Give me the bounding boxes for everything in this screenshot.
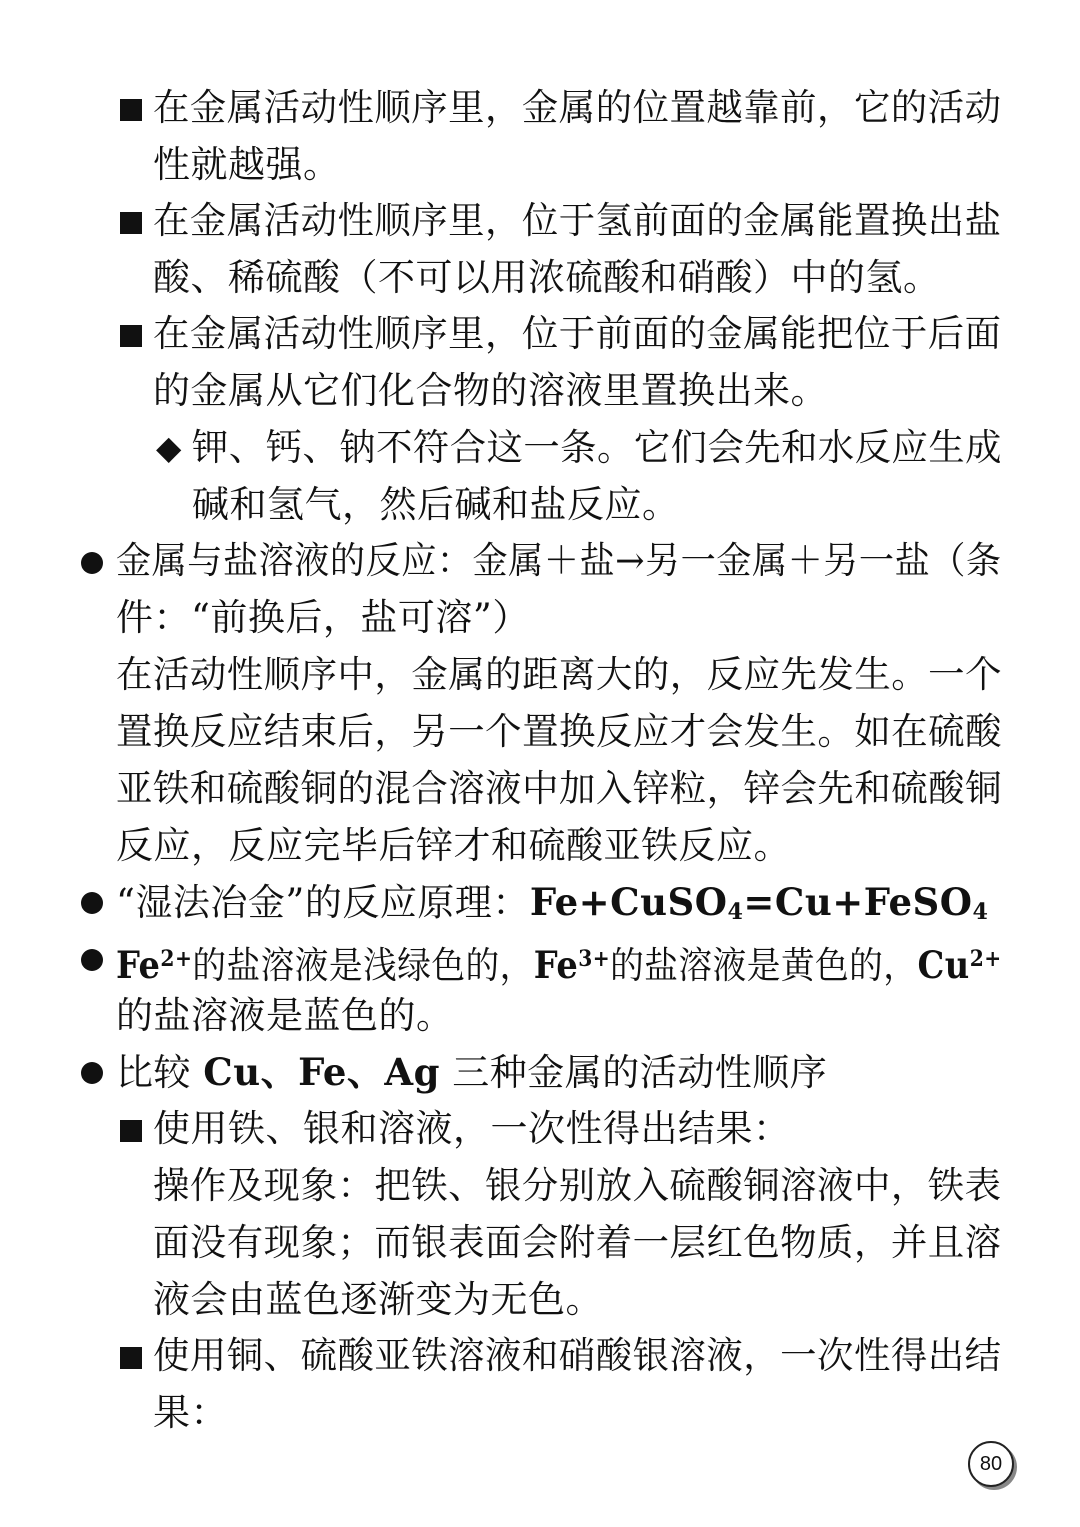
- method1-line2: 面没有现象；而银表面会附着一层红色物质，并且溶: [153, 1221, 1002, 1264]
- fe2-base: Fe: [116, 943, 161, 987]
- compare-suffix: 三种金属的活动性顺序: [439, 1051, 828, 1094]
- method1-line3: 液会由蓝色逐渐变为无色。: [153, 1278, 603, 1321]
- wet-metallurgy-label: “湿法冶金”的反应原理：: [116, 881, 530, 924]
- fe3-base: Fe: [533, 943, 579, 987]
- rule2-line2: 酸、稀硫酸（不可以用浓硫酸和硝酸）中的氢。: [153, 256, 941, 299]
- black-square-icon: [120, 1120, 142, 1142]
- fe3-text: 的盐溶液是黄色的，: [610, 944, 918, 987]
- salt-reaction-para-line2: 置换反应结束后，另一个置换反应才会发生。如在硫酸: [116, 710, 1002, 753]
- black-dot-icon: [81, 892, 103, 914]
- rule1-line1: 在金属活动性顺序里，金属的位置越靠前，它的活动: [153, 86, 1002, 129]
- method2-line2: 果：: [153, 1391, 228, 1434]
- cu-base: Cu: [917, 943, 970, 987]
- salt-reaction-para-line1: 在活动性顺序中，金属的距离大的，反应先发生。一个: [116, 653, 1002, 696]
- fe3-ion: [534, 943, 610, 987]
- fe3-charge: 3+: [578, 946, 611, 972]
- method1-title: 使用铁、银和溶液，一次性得出结果：: [153, 1107, 791, 1150]
- black-square-icon: [120, 212, 142, 234]
- compare-title: [116, 1044, 827, 1100]
- note-line2: 碱和氢气，然后碱和盐反应。: [192, 483, 680, 526]
- salt-reaction-line1: 金属与盐溶液的反应：金属＋盐→另一金属＋另一盐（条: [116, 539, 1002, 582]
- cu-charge: 2+: [969, 946, 1002, 972]
- fe2-ion: [116, 943, 192, 987]
- equation-sub2: 4: [972, 899, 989, 925]
- black-dot-icon: [81, 949, 103, 971]
- ion-colors-line2: 的盐溶液是蓝色的。: [116, 994, 454, 1037]
- fe2-charge: 2+: [160, 946, 193, 972]
- reaction-equation: [530, 880, 989, 924]
- cu-ion: [917, 943, 1001, 987]
- equation-part2: =Cu+FeSO: [743, 880, 973, 924]
- equation-sub1: 4: [727, 899, 744, 925]
- ion-colors-line1: [116, 931, 1002, 987]
- wet-metallurgy-line: [116, 874, 988, 930]
- method1-line1: 操作及现象：把铁、银分别放入硫酸铜溶液中，铁表: [153, 1164, 1002, 1207]
- compare-prefix: 比较: [116, 1051, 204, 1094]
- fe2-text: 的盐溶液是浅绿色的，: [192, 944, 534, 987]
- salt-reaction-para-line3: 亚铁和硫酸铜的混合溶液中加入锌粒，锌会先和硫酸铜: [116, 767, 1002, 810]
- black-diamond-icon: ◆: [156, 428, 182, 467]
- rule2-line1: 在金属活动性顺序里，位于氢前面的金属能置换出盐: [153, 199, 1002, 242]
- page-number: 80: [968, 1441, 1014, 1487]
- black-square-icon: [120, 325, 142, 347]
- black-dot-icon: [81, 552, 103, 574]
- salt-reaction-line2: 件：“前换后，盐可溶”）: [116, 596, 530, 639]
- black-square-icon: [120, 99, 142, 121]
- note-line1: 钾、钙、钠不符合这一条。它们会先和水反应生成: [192, 426, 1002, 469]
- equation-part1: Fe+CuSO: [529, 880, 728, 924]
- rule1-line2: 性就越强。: [153, 143, 341, 186]
- black-dot-icon: [81, 1062, 103, 1084]
- rule3-line2: 的金属从它们化合物的溶液里置换出来。: [153, 369, 828, 412]
- method2-line1: 使用铜、硫酸亚铁溶液和硝酸银溶液，一次性得出结: [153, 1334, 1002, 1377]
- rule3-line1: 在金属活动性顺序里，位于前面的金属能把位于后面: [153, 312, 1002, 355]
- compare-metals: Cu、Fe、Ag: [203, 1050, 440, 1094]
- black-square-icon: [120, 1347, 142, 1369]
- salt-reaction-para-line4: 反应，反应完毕后锌才和硫酸亚铁反应。: [116, 824, 791, 867]
